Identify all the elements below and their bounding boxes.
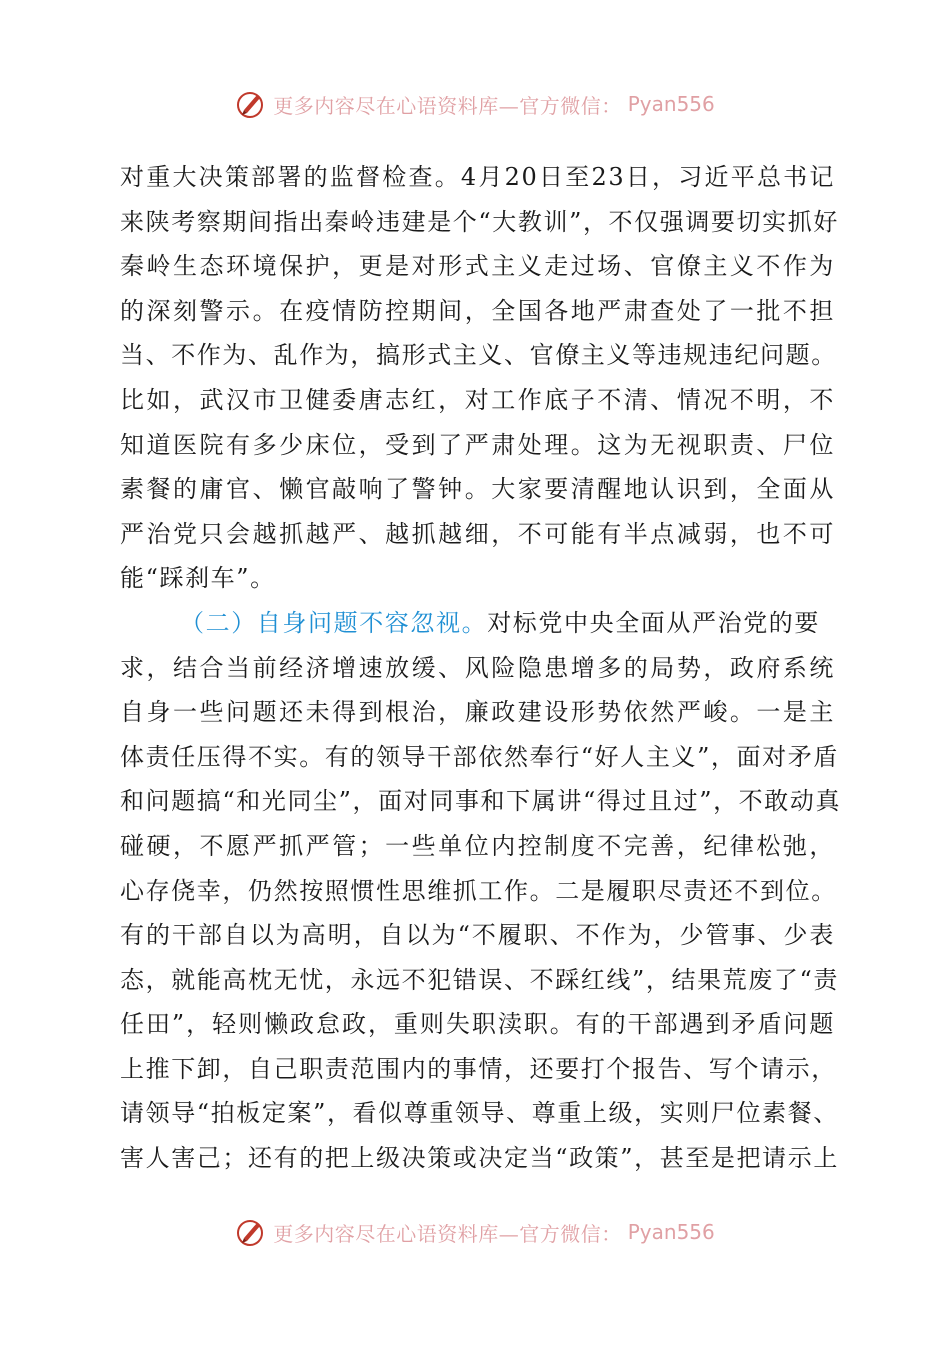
- paragraph-2: [120, 601, 842, 1181]
- text-line: 碰硬，不愿严抓严管；一些单位内控制度不完善，纪律松弛，: [120, 831, 835, 860]
- text-line: 对重大决策部署的监督检查。4月20日至23日，习近平总书记: [120, 163, 835, 191]
- text-line: 害人害己；还有的把上级决策或决定当“政策”，甚至是把请示上: [120, 1144, 839, 1173]
- text-line: 有的干部自以为高明，自以为“不履职、不作为，少管事、少表: [120, 921, 835, 950]
- text-line: 的深刻警示。在疫情防控期间，全国各地严肃查处了一批不担: [120, 296, 835, 325]
- footer-banner: [0, 1212, 950, 1252]
- text-line: 请领导“拍板定案”，看似尊重领导、尊重上级，实则尸位素餐、: [120, 1099, 839, 1128]
- text-line: 心存侥幸，仍然按照惯性思维抓工作。二是履职尽责还不到位。: [120, 876, 837, 905]
- footer-wechat-id: Pyan556: [627, 1220, 715, 1244]
- text-line: 任田”，轻则懒政怠政，重则失职渎职。有的干部遇到矛盾问题: [120, 1010, 835, 1039]
- text-line: 比如，武汉市卫健委唐志红，对工作底子不清、情况不明，不: [120, 385, 835, 414]
- header-banner-text: 更多内容尽在心语资料库—官方微信：: [273, 93, 622, 118]
- document-body: [120, 155, 842, 1181]
- text-line: 严治党只会越抓越严、越抓越细，不可能有半点减弱，也不可: [120, 519, 835, 548]
- header-banner: [0, 84, 950, 124]
- text-line: 自身一些问题还未得到根治，廉政建设形势依然严峻。一是主: [120, 698, 835, 727]
- text-line: 求，结合当前经济增速放缓、风险隐患增多的局势，政府系统: [120, 653, 835, 682]
- text-line: 素餐的庸官、懒官敲响了警钟。大家要清醒地认识到，全面从: [120, 475, 835, 504]
- text-line: 上推下卸，自己职责范围内的事情，还要打个报告、写个请示，: [120, 1054, 837, 1083]
- text-line: 体责任压得不实。有的领导干部依然奉行“好人主义”，面对矛盾: [120, 742, 839, 771]
- text-line: 态，就能高枕无忧，永远不犯错误、不踩红线”，结果荒废了“责: [120, 965, 839, 994]
- pen-logo-icon: [235, 88, 267, 120]
- text-span: 对标党中央全面从严治党的要: [487, 608, 821, 637]
- header-wechat-id: Pyan556: [627, 92, 715, 116]
- text-line: 当、不作为、乱作为，搞形式主义、官僚主义等违规违纪问题。: [120, 341, 837, 370]
- pen-logo-icon: [235, 1216, 267, 1248]
- text-line: 来陕考察期间指出秦岭违建是个“大教训”，不仅强调要切实抓好: [120, 207, 839, 236]
- text-line: 秦岭生态环境保护，更是对形式主义走过场、官僚主义不作为: [120, 252, 835, 281]
- text-line-with-heading: [120, 601, 835, 646]
- section-heading: （二）自身问题不容忽视。: [180, 608, 488, 637]
- text-line: 能“踩刹车”。: [120, 564, 276, 593]
- footer-banner-text: 更多内容尽在心语资料库—官方微信：: [273, 1221, 622, 1246]
- paragraph-1: [120, 155, 839, 601]
- text-line: 知道医院有多少床位，受到了严肃处理。这为无视职责、尸位: [120, 430, 835, 459]
- text-line: 和问题搞“和光同尘”，面对同事和下属讲“得过且过”，不敢动真: [120, 787, 842, 816]
